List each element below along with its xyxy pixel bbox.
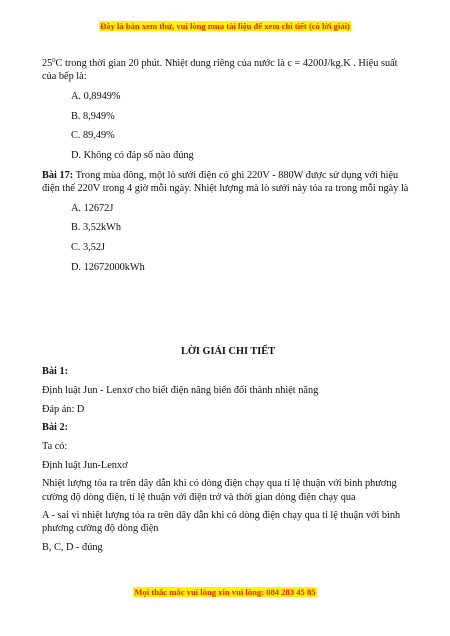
q17-option-c: C. 3,52J xyxy=(71,242,106,254)
bai-1-answer: Đáp án: D xyxy=(42,403,85,415)
header-notice xyxy=(0,20,450,32)
bai-2-label: Bài 2: xyxy=(42,422,69,434)
bai-2-options-bcd: B, C, D - đúng xyxy=(42,542,103,554)
bai-1-text: Định luật Jun - Lenxơ cho biết điện năng biến đổi thành nhiệt năng xyxy=(42,384,319,396)
q16-option-b: B. 8,949% xyxy=(71,110,115,122)
header-notice-text: Đây là bản xem thử, vui lòng mua tài liệu để xem chi tiết (có lời giải) xyxy=(100,21,350,31)
solutions-heading: LỜI GIẢI CHI TIẾT xyxy=(181,346,275,358)
q16-option-d: D. Không có đáp số nào đúng xyxy=(71,150,194,162)
bai-2-option-a: A - sai vì nhiệt lượng tỏa ra trên dây dẫn khi có dòng điện chạy qua tỉ lệ thuận với bình phương cường độ dòng điện xyxy=(42,510,401,535)
q16-option-a: A. 0,8949% xyxy=(71,90,121,102)
question-17-stem: Bài 17: Trong mùa đông, một lò sưởi điện có ghi 220V - 880W được sử dụng với hiệu điện thế 220V trong 4 giờ mỗi ngày. Nhiệt lượng mà lò sưởi này tỏa ra trong mỗi ngày là xyxy=(42,169,409,194)
q17-option-a: A. 12672J xyxy=(71,202,114,214)
degree-superscript: 0 xyxy=(52,57,56,64)
bai-2-statement: Nhiệt lượng tỏa ra trên dây dẫn khi có dòng điện chạy qua tỉ lệ thuận với bình phương cường độ dòng điện, tỉ lệ thuận với điện trở và thời gian dòng điện chạy qua xyxy=(42,478,397,503)
bai-2-law: Định luật Jun-Lenxơ xyxy=(42,459,128,471)
question-16-stem: $25^0C$ trong thời gian 20 phút. Nhiệt dung riêng của nước là c = 4200J/kg.K . Hiệu suất của bếp là: xyxy=(42,57,398,83)
question-17-label: Bài 17: xyxy=(42,169,74,181)
footer-notice xyxy=(0,586,450,598)
q16-option-c: C. 89,49% xyxy=(71,130,115,142)
bai-2-intro: Ta có: xyxy=(42,440,68,452)
document-body xyxy=(42,57,414,560)
bai-1-label: Bài 1: xyxy=(42,366,69,378)
q17-option-d: D. 12672000kWh xyxy=(71,261,145,273)
footer-notice-text: Mọi thắc mắc vui lòng xin vui lòng: 084 283 45 85 xyxy=(134,587,316,597)
q17-option-b: B. 3,52kWh xyxy=(71,222,122,234)
